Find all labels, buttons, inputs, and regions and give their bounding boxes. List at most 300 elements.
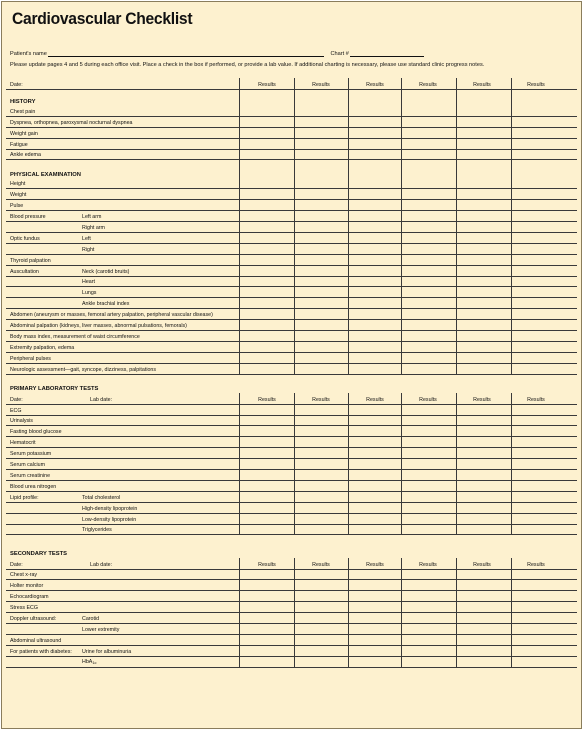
- result-cell[interactable]: [401, 602, 456, 612]
- result-cell[interactable]: [456, 657, 511, 667]
- result-cell[interactable]: [511, 503, 573, 513]
- result-cell[interactable]: [456, 492, 511, 502]
- result-cell[interactable]: [456, 189, 511, 199]
- date-label: Date:: [10, 396, 23, 403]
- result-cell[interactable]: [348, 353, 401, 363]
- doppler-row-label: Doppler ultrasound:: [10, 615, 57, 622]
- result-cell[interactable]: [294, 514, 348, 524]
- result-cell[interactable]: [401, 437, 456, 447]
- result-cell[interactable]: [294, 657, 348, 667]
- result-cell[interactable]: [456, 646, 511, 656]
- result-cell[interactable]: [294, 342, 348, 352]
- history-header-row: [6, 78, 577, 90]
- result-cell[interactable]: [348, 646, 401, 656]
- result-cell[interactable]: [239, 288, 294, 298]
- result-cell[interactable]: [511, 635, 573, 645]
- result-cell[interactable]: [511, 233, 573, 243]
- result-cell[interactable]: [239, 211, 294, 221]
- result-cell[interactable]: [294, 646, 348, 656]
- result-cell[interactable]: [511, 277, 573, 287]
- result-cell[interactable]: [348, 200, 401, 210]
- result-cell[interactable]: [456, 405, 511, 415]
- result-cell[interactable]: [401, 591, 456, 601]
- result-cell[interactable]: [456, 150, 511, 160]
- result-cell[interactable]: [456, 437, 511, 447]
- result-cell[interactable]: [294, 405, 348, 415]
- result-cell[interactable]: [401, 613, 456, 623]
- result-cell[interactable]: [348, 448, 401, 458]
- result-cell[interactable]: [239, 470, 294, 480]
- grid-column-line: [401, 78, 402, 375]
- results-column-header: Results: [258, 396, 276, 403]
- result-cell[interactable]: [456, 200, 511, 210]
- result-cell[interactable]: [239, 570, 294, 580]
- result-cell[interactable]: [239, 342, 294, 352]
- result-cell[interactable]: [511, 106, 573, 116]
- result-cell[interactable]: [239, 503, 294, 513]
- result-cell[interactable]: [511, 514, 573, 524]
- result-cell[interactable]: [511, 179, 573, 189]
- result-cell[interactable]: [348, 222, 401, 232]
- chart-number-label: Chart #: [330, 51, 349, 57]
- result-cell[interactable]: [511, 416, 573, 426]
- result-cell[interactable]: [511, 364, 573, 374]
- result-cell[interactable]: [511, 298, 573, 308]
- result-cell[interactable]: [348, 266, 401, 276]
- result-cell[interactable]: [456, 331, 511, 341]
- result-cell[interactable]: [401, 222, 456, 232]
- result-cell[interactable]: [511, 405, 573, 415]
- result-cell[interactable]: [348, 128, 401, 138]
- result-cell[interactable]: [348, 309, 401, 319]
- result-cell[interactable]: [239, 117, 294, 127]
- result-cell[interactable]: [401, 635, 456, 645]
- result-cell[interactable]: [294, 602, 348, 612]
- result-cell[interactable]: [294, 117, 348, 127]
- result-cell[interactable]: [294, 624, 348, 634]
- result-cell[interactable]: [401, 179, 456, 189]
- result-cell[interactable]: [401, 448, 456, 458]
- result-cell[interactable]: [348, 106, 401, 116]
- result-cell[interactable]: [294, 570, 348, 580]
- result-cell[interactable]: [511, 342, 573, 352]
- result-cell[interactable]: [456, 179, 511, 189]
- result-cell[interactable]: [401, 657, 456, 667]
- result-cell[interactable]: [511, 353, 573, 363]
- result-cell[interactable]: [348, 492, 401, 502]
- result-cell[interactable]: [239, 150, 294, 160]
- result-cell[interactable]: [511, 570, 573, 580]
- primary-lab-row: [6, 427, 577, 438]
- result-cell[interactable]: [456, 320, 511, 330]
- result-cell[interactable]: [511, 244, 573, 254]
- result-cell[interactable]: [401, 128, 456, 138]
- result-cell[interactable]: [401, 580, 456, 590]
- result-cell[interactable]: [348, 657, 401, 667]
- result-cell[interactable]: [294, 364, 348, 374]
- result-cell[interactable]: [294, 309, 348, 319]
- result-cell[interactable]: [456, 309, 511, 319]
- result-cell[interactable]: [456, 448, 511, 458]
- result-cell[interactable]: [239, 459, 294, 469]
- result-cell[interactable]: [294, 481, 348, 491]
- results-column-header: Results: [366, 82, 384, 88]
- result-cell[interactable]: [348, 331, 401, 341]
- result-cell[interactable]: [401, 353, 456, 363]
- result-cell[interactable]: [401, 492, 456, 502]
- result-cell[interactable]: [348, 405, 401, 415]
- result-cell[interactable]: [294, 353, 348, 363]
- result-cell[interactable]: [511, 525, 573, 535]
- result-cell[interactable]: [348, 277, 401, 287]
- result-cell[interactable]: [239, 613, 294, 623]
- results-column-header: Results: [366, 561, 384, 568]
- exam-optic-right-row: [6, 244, 577, 255]
- result-cell[interactable]: [511, 309, 573, 319]
- result-cell[interactable]: [456, 591, 511, 601]
- result-cell[interactable]: [511, 591, 573, 601]
- result-cell[interactable]: [348, 298, 401, 308]
- result-cell[interactable]: [401, 570, 456, 580]
- result-cell[interactable]: [456, 233, 511, 243]
- result-cell[interactable]: [456, 624, 511, 634]
- result-cell[interactable]: [348, 189, 401, 199]
- result-cell[interactable]: [294, 459, 348, 469]
- result-cell[interactable]: [294, 233, 348, 243]
- results-column-header: Results: [312, 396, 330, 403]
- result-cell[interactable]: [348, 320, 401, 330]
- hba1c-label: [82, 659, 97, 666]
- result-cell[interactable]: [294, 437, 348, 447]
- history-row-label: Ankle edema: [10, 152, 41, 159]
- result-cell[interactable]: [456, 427, 511, 437]
- result-cell[interactable]: [294, 320, 348, 330]
- result-cell[interactable]: [511, 459, 573, 469]
- results-column-header: Results: [473, 561, 491, 568]
- result-cell[interactable]: [294, 613, 348, 623]
- result-cell[interactable]: [401, 266, 456, 276]
- result-cell[interactable]: [456, 364, 511, 374]
- result-cell[interactable]: [401, 624, 456, 634]
- secondary-section: [6, 536, 577, 558]
- result-cell[interactable]: [294, 635, 348, 645]
- result-cell[interactable]: [348, 635, 401, 645]
- result-cell[interactable]: [456, 117, 511, 127]
- result-cell[interactable]: [456, 211, 511, 221]
- result-cell[interactable]: [401, 470, 456, 480]
- result-cell[interactable]: [239, 416, 294, 426]
- result-cell[interactable]: [348, 602, 401, 612]
- result-cell[interactable]: [294, 288, 348, 298]
- result-cell[interactable]: [239, 353, 294, 363]
- result-cell[interactable]: [348, 416, 401, 426]
- result-cell[interactable]: [239, 646, 294, 656]
- result-cell[interactable]: [348, 591, 401, 601]
- result-cell[interactable]: [294, 150, 348, 160]
- result-cell[interactable]: [294, 298, 348, 308]
- result-cell[interactable]: [348, 255, 401, 265]
- result-cell[interactable]: [401, 342, 456, 352]
- result-cell[interactable]: [511, 580, 573, 590]
- result-cell[interactable]: [348, 150, 401, 160]
- result-cell[interactable]: [511, 331, 573, 341]
- result-cell[interactable]: [511, 139, 573, 149]
- result-cell[interactable]: [348, 470, 401, 480]
- result-cell[interactable]: [456, 266, 511, 276]
- result-cell[interactable]: [456, 353, 511, 363]
- result-cell[interactable]: [239, 657, 294, 667]
- result-cell[interactable]: [239, 233, 294, 243]
- result-cell[interactable]: [239, 244, 294, 254]
- result-cell[interactable]: [294, 427, 348, 437]
- result-cell[interactable]: [456, 288, 511, 298]
- result-cell[interactable]: [511, 470, 573, 480]
- result-cell[interactable]: [239, 179, 294, 189]
- result-cell[interactable]: [456, 244, 511, 254]
- result-cell[interactable]: [239, 128, 294, 138]
- result-cell[interactable]: [511, 117, 573, 127]
- result-cell[interactable]: [348, 139, 401, 149]
- result-cell[interactable]: [348, 179, 401, 189]
- result-cell[interactable]: [239, 277, 294, 287]
- result-cell[interactable]: [348, 525, 401, 535]
- result-cell[interactable]: [348, 570, 401, 580]
- exam-bp-right-row: [6, 222, 577, 233]
- result-cell[interactable]: [348, 288, 401, 298]
- result-cell[interactable]: [239, 139, 294, 149]
- result-cell[interactable]: [511, 448, 573, 458]
- result-cell[interactable]: [401, 459, 456, 469]
- result-cell[interactable]: [401, 514, 456, 524]
- result-cell[interactable]: [511, 437, 573, 447]
- result-cell[interactable]: [294, 128, 348, 138]
- result-cell[interactable]: [456, 128, 511, 138]
- result-cell[interactable]: [401, 525, 456, 535]
- result-cell[interactable]: [401, 309, 456, 319]
- result-cell[interactable]: [401, 481, 456, 491]
- result-cell[interactable]: [348, 437, 401, 447]
- result-cell[interactable]: [294, 331, 348, 341]
- result-cell[interactable]: [401, 646, 456, 656]
- result-cell[interactable]: [348, 233, 401, 243]
- result-cell[interactable]: [401, 106, 456, 116]
- result-cell[interactable]: [294, 503, 348, 513]
- grid-column-line: [511, 393, 512, 536]
- result-cell[interactable]: [401, 416, 456, 426]
- result-cell[interactable]: [456, 255, 511, 265]
- result-cell[interactable]: [348, 481, 401, 491]
- result-cell[interactable]: [294, 492, 348, 502]
- results-column-header: Results: [419, 396, 437, 403]
- result-cell[interactable]: [239, 624, 294, 634]
- result-cell[interactable]: [401, 139, 456, 149]
- result-cell[interactable]: [348, 514, 401, 524]
- result-cell[interactable]: [239, 437, 294, 447]
- result-cell[interactable]: [348, 117, 401, 127]
- result-cell[interactable]: [239, 448, 294, 458]
- result-cell[interactable]: [511, 657, 573, 667]
- result-cell[interactable]: [348, 211, 401, 221]
- result-cell[interactable]: [511, 492, 573, 502]
- result-cell[interactable]: [401, 244, 456, 254]
- grid-column-line: [456, 393, 457, 536]
- result-cell[interactable]: [239, 309, 294, 319]
- exam-bp-right-row-sublabel: Right arm: [82, 224, 105, 231]
- result-cell[interactable]: [348, 624, 401, 634]
- grid-column-line: [348, 78, 349, 375]
- result-cell[interactable]: [456, 525, 511, 535]
- result-cell[interactable]: [294, 580, 348, 590]
- doppler-row: [6, 613, 577, 624]
- result-cell[interactable]: [239, 427, 294, 437]
- result-cell[interactable]: [239, 200, 294, 210]
- grid-column-line: [401, 393, 402, 536]
- history-row-label: Weight gain: [10, 130, 38, 137]
- result-cell[interactable]: [294, 277, 348, 287]
- result-cell[interactable]: [239, 525, 294, 535]
- result-cell[interactable]: [239, 492, 294, 502]
- result-cell[interactable]: [294, 244, 348, 254]
- result-cell[interactable]: [239, 591, 294, 601]
- result-cell[interactable]: [401, 255, 456, 265]
- result-cell[interactable]: [348, 427, 401, 437]
- result-cell[interactable]: [511, 481, 573, 491]
- result-cell[interactable]: [401, 117, 456, 127]
- result-cell[interactable]: [511, 255, 573, 265]
- result-cell[interactable]: [401, 298, 456, 308]
- result-cell[interactable]: [401, 211, 456, 221]
- result-cell[interactable]: [456, 580, 511, 590]
- result-cell[interactable]: [348, 613, 401, 623]
- result-cell[interactable]: [401, 288, 456, 298]
- exam-bp-row-label: Blood pressure: [10, 214, 46, 221]
- result-cell[interactable]: [511, 200, 573, 210]
- result-cell[interactable]: [456, 481, 511, 491]
- result-cell[interactable]: [239, 602, 294, 612]
- result-cell[interactable]: [456, 139, 511, 149]
- result-cell[interactable]: [294, 211, 348, 221]
- result-cell[interactable]: [239, 189, 294, 199]
- result-cell[interactable]: [294, 106, 348, 116]
- result-cell[interactable]: [401, 503, 456, 513]
- result-cell[interactable]: [456, 106, 511, 116]
- result-cell[interactable]: [348, 503, 401, 513]
- result-cell[interactable]: [456, 570, 511, 580]
- result-cell[interactable]: [239, 405, 294, 415]
- results-column-header: Results: [258, 561, 276, 568]
- exam-abdominal-palpation-row: [6, 320, 577, 331]
- result-cell[interactable]: [348, 364, 401, 374]
- result-cell[interactable]: [294, 448, 348, 458]
- result-cell[interactable]: [239, 580, 294, 590]
- result-cell[interactable]: [456, 416, 511, 426]
- result-cell[interactable]: [456, 470, 511, 480]
- primary-lab-row: [6, 416, 577, 427]
- result-cell[interactable]: [511, 624, 573, 634]
- result-cell[interactable]: [239, 635, 294, 645]
- result-cell[interactable]: [401, 320, 456, 330]
- result-cell[interactable]: [294, 266, 348, 276]
- result-cell[interactable]: [401, 233, 456, 243]
- result-cell[interactable]: [294, 189, 348, 199]
- date-label: Date:: [10, 82, 23, 88]
- result-cell[interactable]: [456, 602, 511, 612]
- result-cell[interactable]: [294, 525, 348, 535]
- result-cell[interactable]: [401, 405, 456, 415]
- result-cell[interactable]: [401, 200, 456, 210]
- result-cell[interactable]: [511, 602, 573, 612]
- result-cell[interactable]: [456, 503, 511, 513]
- exam-weight-row: [6, 189, 577, 200]
- result-cell[interactable]: [456, 514, 511, 524]
- result-cell[interactable]: [348, 459, 401, 469]
- result-cell[interactable]: [456, 222, 511, 232]
- result-cell[interactable]: [401, 189, 456, 199]
- result-cell[interactable]: [511, 189, 573, 199]
- result-cell[interactable]: [511, 211, 573, 221]
- result-cell[interactable]: [294, 470, 348, 480]
- result-cell[interactable]: [511, 222, 573, 232]
- result-cell[interactable]: [511, 150, 573, 160]
- result-cell[interactable]: [456, 342, 511, 352]
- result-cell[interactable]: [511, 288, 573, 298]
- result-cell[interactable]: [511, 128, 573, 138]
- result-cell[interactable]: [294, 200, 348, 210]
- result-cell[interactable]: [401, 150, 456, 160]
- result-cell[interactable]: [401, 277, 456, 287]
- secondary-test-row: [6, 591, 577, 602]
- result-cell[interactable]: [456, 613, 511, 623]
- result-cell[interactable]: [348, 342, 401, 352]
- result-cell[interactable]: [456, 298, 511, 308]
- result-cell[interactable]: [348, 580, 401, 590]
- result-cell[interactable]: [401, 427, 456, 437]
- result-cell[interactable]: [456, 635, 511, 645]
- results-column-header: Results: [473, 396, 491, 403]
- result-cell[interactable]: [511, 613, 573, 623]
- secondary-section-heading: SECONDARY TESTS: [10, 550, 68, 557]
- result-cell[interactable]: [239, 331, 294, 341]
- result-cell[interactable]: [239, 514, 294, 524]
- result-cell[interactable]: [294, 591, 348, 601]
- result-cell[interactable]: [401, 364, 456, 374]
- result-cell[interactable]: [239, 364, 294, 374]
- primary-lab-row-label: Serum potassium: [10, 451, 52, 458]
- result-cell[interactable]: [511, 427, 573, 437]
- result-cell[interactable]: [456, 277, 511, 287]
- result-cell[interactable]: [239, 222, 294, 232]
- result-cell[interactable]: [348, 244, 401, 254]
- result-cell[interactable]: [239, 298, 294, 308]
- result-cell[interactable]: [294, 255, 348, 265]
- result-cell[interactable]: [401, 331, 456, 341]
- result-cell[interactable]: [294, 222, 348, 232]
- result-cell[interactable]: [239, 255, 294, 265]
- result-cell[interactable]: [511, 266, 573, 276]
- result-cell[interactable]: [294, 139, 348, 149]
- result-cell[interactable]: [239, 106, 294, 116]
- exam-auscultation-row-label: Auscultation: [10, 268, 39, 275]
- result-cell[interactable]: [294, 179, 348, 189]
- result-cell[interactable]: [511, 320, 573, 330]
- result-cell[interactable]: [239, 266, 294, 276]
- result-cell[interactable]: [239, 481, 294, 491]
- history-row: [6, 150, 577, 161]
- result-cell[interactable]: [239, 320, 294, 330]
- result-cell[interactable]: [511, 646, 573, 656]
- result-cell[interactable]: [456, 459, 511, 469]
- result-cell[interactable]: [294, 416, 348, 426]
